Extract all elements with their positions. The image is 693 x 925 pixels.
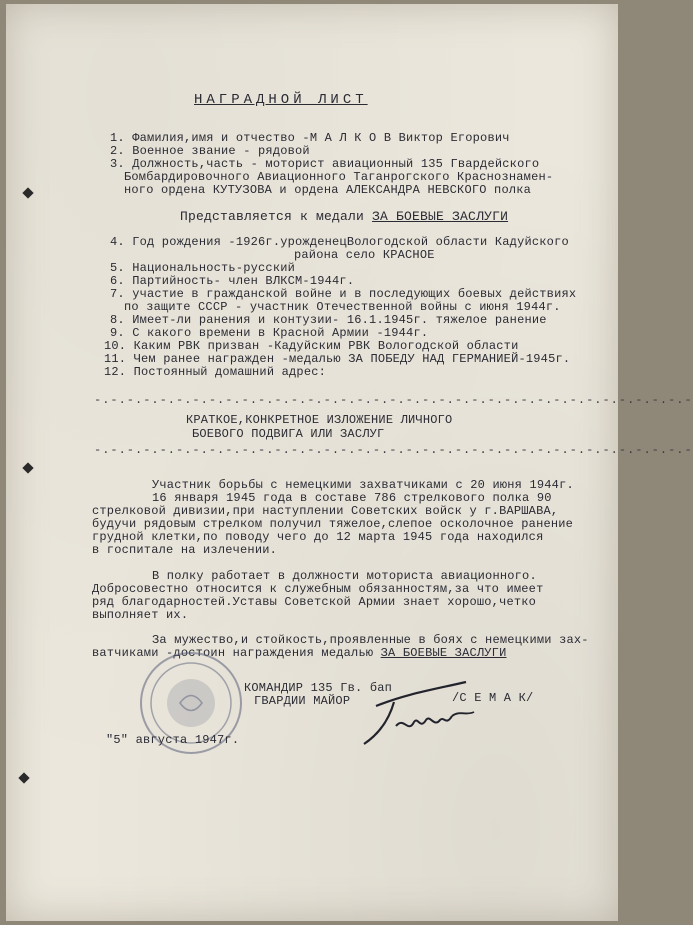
item-8: 8. Имеет-ли ранения и контузии- 16.1.1945г. тяжелое ранение [110, 313, 547, 327]
item-12: 12. Постоянный домашний адрес: [104, 365, 327, 379]
punch-hole-top [22, 187, 33, 198]
document-date: "5" августа 1947г. [106, 733, 240, 747]
item-7b: по защите СССР - участник Отечественной войны с июня 1944г. [124, 300, 561, 314]
punch-hole-bottom [18, 772, 29, 783]
handwritten-signature [356, 676, 496, 756]
item-9: 9. С какого времени в Красной Армии -1944г. [110, 326, 429, 340]
recommend-prefix: ватчиками -достоин награждения медалью [92, 646, 374, 660]
item-3c: ного ордена КУТУЗОВА и ордена АЛЕКСАНДРА НЕВСКОГО полка [124, 183, 532, 197]
body-line-9: ряд благодарностей.Уставы Советской Армии знает хорошо,четко [92, 595, 537, 609]
item-2: 2. Военное звание - рядовой [110, 144, 310, 158]
divider-2: -.-.-.-.-.-.-.-.-.-.-.-.-.-.-.-.-.-.-.-.-.-.-.-.-.-.-.-.-.-.-.-.-.-.-.-.- [94, 443, 693, 457]
commander-name: /С Е М А К/ [452, 691, 534, 705]
item-6: 6. Партийность- член ВЛКСМ-1944г. [110, 274, 355, 288]
presented-medal: ЗА БОЕВЫЕ ЗАСЛУГИ [372, 209, 509, 224]
body-line-6: в госпитале на излечении. [92, 543, 278, 557]
body-line-7: В полку работает в должности моториста авиационного. [152, 569, 537, 583]
body-line-2: 16 января 1945 года в составе 786 стрелкового полка 90 [152, 491, 552, 505]
body-line-11: За мужество,и стойкость,проявленные в боях с немецкими зах- [152, 633, 589, 647]
body-line-8: Добросовестно относится к служебным обязанностям,за что имеет [92, 582, 544, 596]
presented-line [180, 210, 508, 223]
item-3a: 3. Должность,часть - моторист авиационный 135 Гвардейского [110, 157, 540, 171]
body-line-1: Участник борьбы с немецкими захватчиками с 20 июня 1944г. [152, 478, 574, 492]
item-11: 11. Чем ранее награжден -медалью ЗА ПОБЕДУ НАД ГЕРМАНИЕЙ-1945г. [104, 352, 571, 366]
item-10: 10. Каким РВК призван -Кадуйским РВК Вологодской области [104, 339, 519, 353]
body-line-10: выполняет их. [92, 608, 189, 622]
award-sheet [6, 4, 693, 921]
body-line-3: стрелковой дивизии,при наступлении Советских войск у г.ВАРШАВА, [92, 504, 559, 518]
body-line-5: грудной клетки,по поводу чего до 12 марта 1945 года находился [92, 530, 544, 544]
item-4b: района село КРАСНОЕ [294, 248, 435, 262]
body-line-4: будучи рядовым стрелком получил тяжелое,слепое осколочное ранение [92, 517, 574, 531]
recommend-medal: ЗА БОЕВЫЕ ЗАСЛУГИ [380, 646, 507, 660]
presented-prefix: Представляется к медали [180, 209, 365, 224]
item-5: 5. Национальность-русский [110, 261, 296, 275]
commander-line-2: ГВАРДИИ МАЙОР [254, 694, 351, 708]
divider-1: -.-.-.-.-.-.-.-.-.-.-.-.-.-.-.-.-.-.-.-.-.-.-.-.-.-.-.-.-.-.-.-.-.-.-.-.- [94, 393, 693, 407]
feat-heading-2: БОЕВОГО ПОДВИГА ИЛИ ЗАСЛУГ [192, 427, 385, 441]
item-7a: 7. участие в гражданской войне и в последующих боевых действиях [110, 287, 577, 301]
item-4a: 4. Год рождения -1926г.урожденецВологодской области Кадуйского [110, 235, 569, 249]
document-title: НАГРАДНОЙ ЛИСТ [194, 92, 368, 108]
item-1: 1. Фамилия,имя и отчество -М А Л К О В Виктор Егорович [110, 131, 510, 145]
commander-line-1: КОМАНДИР 135 Гв. бап [244, 681, 393, 695]
feat-heading-1: КРАТКОЕ,КОНКРЕТНОЕ ИЗЛОЖЕНИЕ ЛИЧНОГО [186, 413, 453, 427]
item-3b: Бомбардировочного Авиационного Таганрогского Краснознамен- [124, 170, 554, 184]
punch-hole-mid [22, 462, 33, 473]
